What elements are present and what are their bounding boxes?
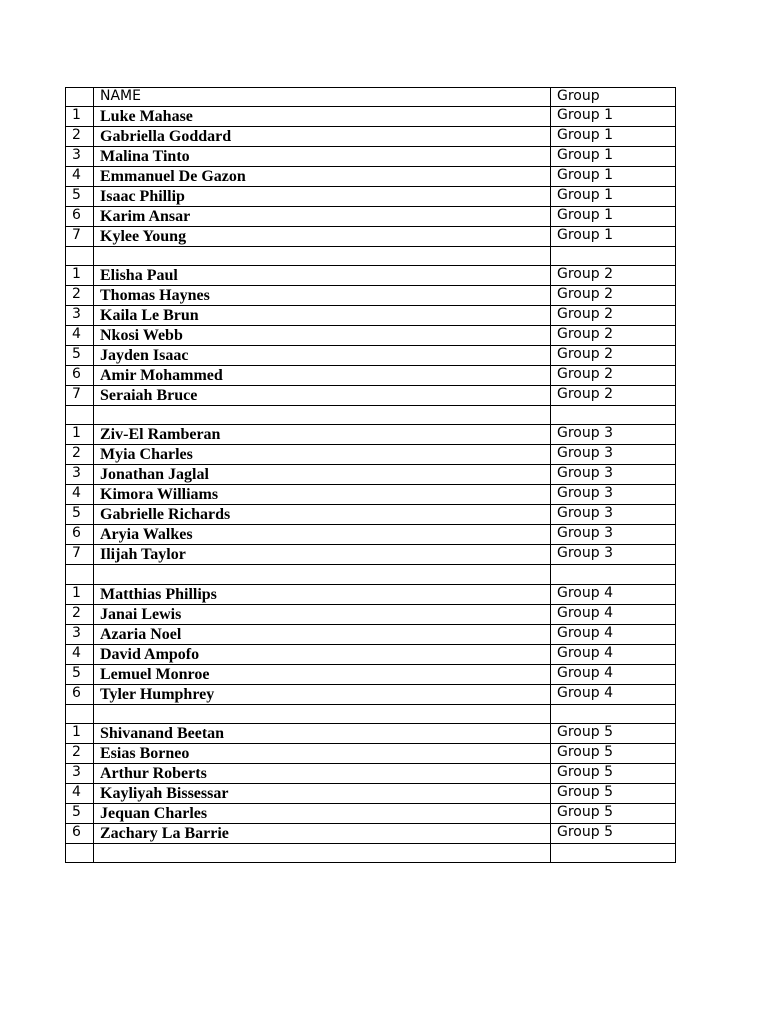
group-cell: Group 3 bbox=[551, 525, 676, 545]
row-number-cell: 6 bbox=[66, 366, 94, 386]
row-number-cell: 4 bbox=[66, 167, 94, 187]
student-name-cell bbox=[94, 704, 551, 723]
student-name-cell: Myia Charles bbox=[94, 445, 551, 465]
group-cell: Group 2 bbox=[551, 386, 676, 406]
group-cell: Group 3 bbox=[551, 445, 676, 465]
table-row bbox=[66, 366, 676, 386]
table-row bbox=[66, 425, 676, 445]
group-cell: Group 2 bbox=[551, 366, 676, 386]
table-row bbox=[66, 723, 676, 743]
group-cell: Group 4 bbox=[551, 624, 676, 644]
student-name-cell: Jequan Charles bbox=[94, 803, 551, 823]
row-number-cell: 4 bbox=[66, 783, 94, 803]
row-number-cell: 6 bbox=[66, 823, 94, 843]
student-name-cell: Kayliyah Bissessar bbox=[94, 783, 551, 803]
student-name-cell: Ilijah Taylor bbox=[94, 545, 551, 565]
student-name-cell: Kaila Le Brun bbox=[94, 306, 551, 326]
row-number-cell: 7 bbox=[66, 386, 94, 406]
table-row bbox=[66, 704, 676, 723]
student-name-cell: Lemuel Monroe bbox=[94, 664, 551, 684]
student-name-cell: Jayden Isaac bbox=[94, 346, 551, 366]
student-name-cell: Zachary La Barrie bbox=[94, 823, 551, 843]
student-name-cell: Kimora Williams bbox=[94, 485, 551, 505]
row-number-cell: 1 bbox=[66, 266, 94, 286]
group-cell: Group 1 bbox=[551, 167, 676, 187]
group-cell bbox=[551, 247, 676, 266]
row-number-cell: 1 bbox=[66, 425, 94, 445]
student-name-cell: Shivanand Beetan bbox=[94, 723, 551, 743]
table-row bbox=[66, 247, 676, 266]
group-cell: Group 1 bbox=[551, 227, 676, 247]
group-cell bbox=[551, 704, 676, 723]
table-row bbox=[66, 565, 676, 584]
student-name-cell bbox=[94, 406, 551, 425]
table-row bbox=[66, 604, 676, 624]
table-row bbox=[66, 803, 676, 823]
group-cell: Group 4 bbox=[551, 584, 676, 604]
student-name-cell: Emmanuel De Gazon bbox=[94, 167, 551, 187]
group-cell bbox=[551, 406, 676, 425]
table-row bbox=[66, 644, 676, 664]
student-name-cell bbox=[94, 565, 551, 584]
student-name-cell: Gabriella Goddard bbox=[94, 127, 551, 147]
group-cell: Group 1 bbox=[551, 207, 676, 227]
table-row bbox=[66, 406, 676, 425]
row-number-cell bbox=[66, 247, 94, 266]
group-cell: Group 2 bbox=[551, 266, 676, 286]
student-name-cell: Janai Lewis bbox=[94, 604, 551, 624]
row-number-cell: 3 bbox=[66, 306, 94, 326]
row-number-cell bbox=[66, 565, 94, 584]
student-name-cell: David Ampofo bbox=[94, 644, 551, 664]
group-cell: Group 2 bbox=[551, 346, 676, 366]
row-number-cell bbox=[66, 704, 94, 723]
student-name-cell: Tyler Humphrey bbox=[94, 684, 551, 704]
group-cell: Group 5 bbox=[551, 743, 676, 763]
table-row bbox=[66, 187, 676, 207]
table-row bbox=[66, 763, 676, 783]
row-number-cell: 1 bbox=[66, 107, 94, 127]
student-name-cell: Luke Mahase bbox=[94, 107, 551, 127]
group-cell: Group 5 bbox=[551, 763, 676, 783]
group-cell: Group 2 bbox=[551, 306, 676, 326]
row-number-cell: 5 bbox=[66, 803, 94, 823]
group-cell: Group 3 bbox=[551, 425, 676, 445]
group-cell: Group 3 bbox=[551, 545, 676, 565]
row-number-cell: 4 bbox=[66, 644, 94, 664]
row-number-cell: 3 bbox=[66, 147, 94, 167]
student-name-cell: Azaria Noel bbox=[94, 624, 551, 644]
roster-table-body bbox=[66, 88, 676, 863]
row-number-cell: 5 bbox=[66, 664, 94, 684]
student-name-cell bbox=[94, 247, 551, 266]
table-row bbox=[66, 743, 676, 763]
group-cell: Group 5 bbox=[551, 823, 676, 843]
table-row bbox=[66, 664, 676, 684]
table-row bbox=[66, 445, 676, 465]
row-number-cell: 7 bbox=[66, 227, 94, 247]
row-number-cell: 2 bbox=[66, 445, 94, 465]
group-cell: Group 5 bbox=[551, 723, 676, 743]
group-cell: Group 2 bbox=[551, 286, 676, 306]
table-row bbox=[66, 684, 676, 704]
table-row bbox=[66, 167, 676, 187]
row-number-cell: 6 bbox=[66, 684, 94, 704]
group-cell: Group 3 bbox=[551, 465, 676, 485]
group-roster-table bbox=[65, 87, 676, 863]
group-cell: Group 1 bbox=[551, 107, 676, 127]
student-name-cell: Arthur Roberts bbox=[94, 763, 551, 783]
group-cell: Group 5 bbox=[551, 803, 676, 823]
group-cell: Group 1 bbox=[551, 127, 676, 147]
table-row bbox=[66, 266, 676, 286]
student-name-cell: Karim Ansar bbox=[94, 207, 551, 227]
table-row bbox=[66, 624, 676, 644]
row-number-cell: 5 bbox=[66, 505, 94, 525]
student-name-cell: Kylee Young bbox=[94, 227, 551, 247]
table-row bbox=[66, 286, 676, 306]
student-name-cell: Matthias Phillips bbox=[94, 584, 551, 604]
table-row bbox=[66, 843, 676, 862]
student-name-cell: Amir Mohammed bbox=[94, 366, 551, 386]
row-number-cell: 6 bbox=[66, 207, 94, 227]
group-cell: Group 4 bbox=[551, 664, 676, 684]
student-name-cell: Jonathan Jaglal bbox=[94, 465, 551, 485]
student-name-cell: Seraiah Bruce bbox=[94, 386, 551, 406]
row-number-cell: 1 bbox=[66, 584, 94, 604]
table-row bbox=[66, 107, 676, 127]
table-row bbox=[66, 386, 676, 406]
row-number-cell: 6 bbox=[66, 525, 94, 545]
table-row bbox=[66, 465, 676, 485]
row-number-cell: 2 bbox=[66, 743, 94, 763]
table-row bbox=[66, 485, 676, 505]
student-name-cell: Malina Tinto bbox=[94, 147, 551, 167]
header-number-cell bbox=[66, 88, 94, 107]
table-row bbox=[66, 505, 676, 525]
student-name-cell: Isaac Phillip bbox=[94, 187, 551, 207]
row-number-cell: 4 bbox=[66, 485, 94, 505]
row-number-cell: 7 bbox=[66, 545, 94, 565]
group-cell bbox=[551, 565, 676, 584]
row-number-cell: 2 bbox=[66, 604, 94, 624]
table-row bbox=[66, 545, 676, 565]
row-number-cell: 5 bbox=[66, 187, 94, 207]
student-name-cell bbox=[94, 843, 551, 862]
header-name-cell: NAME bbox=[94, 88, 551, 107]
table-row bbox=[66, 326, 676, 346]
row-number-cell: 1 bbox=[66, 723, 94, 743]
table-row bbox=[66, 783, 676, 803]
group-cell: Group 2 bbox=[551, 326, 676, 346]
table-row bbox=[66, 147, 676, 167]
student-name-cell: Esias Borneo bbox=[94, 743, 551, 763]
group-cell: Group 4 bbox=[551, 644, 676, 664]
student-name-cell: Ziv-El Ramberan bbox=[94, 425, 551, 445]
row-number-cell: 2 bbox=[66, 127, 94, 147]
table-row bbox=[66, 346, 676, 366]
group-cell: Group 5 bbox=[551, 783, 676, 803]
group-cell: Group 3 bbox=[551, 505, 676, 525]
header-group-cell: Group bbox=[551, 88, 676, 107]
table-row bbox=[66, 227, 676, 247]
group-cell: Group 4 bbox=[551, 684, 676, 704]
group-cell: Group 1 bbox=[551, 147, 676, 167]
student-name-cell: Nkosi Webb bbox=[94, 326, 551, 346]
group-cell: Group 3 bbox=[551, 485, 676, 505]
group-cell bbox=[551, 843, 676, 862]
table-row bbox=[66, 584, 676, 604]
row-number-cell: 3 bbox=[66, 465, 94, 485]
row-number-cell: 4 bbox=[66, 326, 94, 346]
row-number-cell bbox=[66, 406, 94, 425]
table-row bbox=[66, 525, 676, 545]
row-number-cell: 3 bbox=[66, 624, 94, 644]
group-cell: Group 4 bbox=[551, 604, 676, 624]
table-row bbox=[66, 823, 676, 843]
student-name-cell: Gabrielle Richards bbox=[94, 505, 551, 525]
row-number-cell: 5 bbox=[66, 346, 94, 366]
student-name-cell: Aryia Walkes bbox=[94, 525, 551, 545]
table-row bbox=[66, 306, 676, 326]
student-name-cell: Elisha Paul bbox=[94, 266, 551, 286]
table-row bbox=[66, 207, 676, 227]
row-number-cell: 2 bbox=[66, 286, 94, 306]
row-number-cell bbox=[66, 843, 94, 862]
row-number-cell: 3 bbox=[66, 763, 94, 783]
group-cell: Group 1 bbox=[551, 187, 676, 207]
table-row bbox=[66, 127, 676, 147]
student-name-cell: Thomas Haynes bbox=[94, 286, 551, 306]
table-header-row bbox=[66, 88, 676, 107]
